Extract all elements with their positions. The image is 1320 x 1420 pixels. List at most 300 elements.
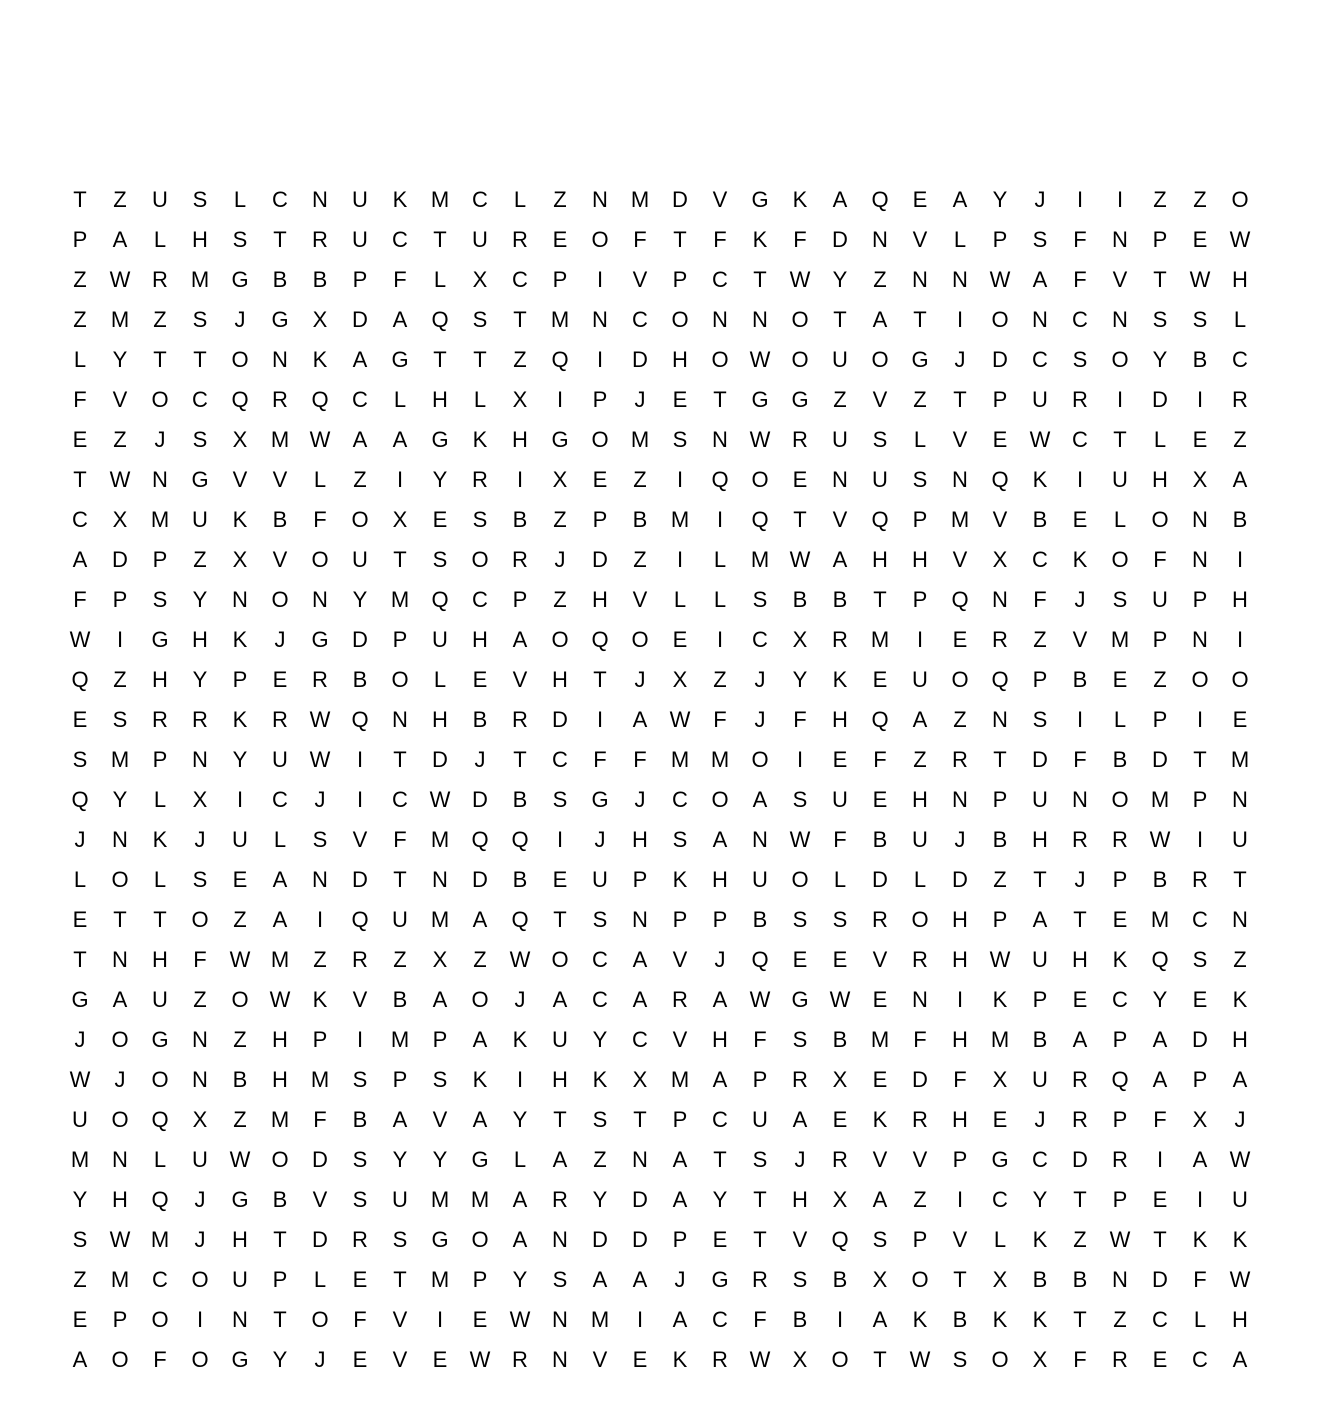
letter-cell[interactable]: W	[229, 1147, 251, 1172]
letter-cell[interactable]: A	[552, 1147, 568, 1172]
letter-cell[interactable]: S	[1032, 707, 1048, 732]
letter-cell[interactable]: S	[312, 827, 328, 852]
letter-cell[interactable]: H	[872, 547, 888, 572]
letter-cell[interactable]: B	[792, 1307, 808, 1332]
letter-cell[interactable]: L	[73, 867, 87, 892]
letter-cell[interactable]: B	[952, 1307, 968, 1332]
letter-cell[interactable]: I	[116, 627, 124, 652]
letter-cell[interactable]: B	[1112, 747, 1128, 772]
letter-cell[interactable]: A	[352, 427, 368, 452]
letter-cell[interactable]: Y	[432, 1147, 448, 1172]
letter-cell[interactable]: Y	[512, 1107, 528, 1132]
letter-cell[interactable]: L	[273, 827, 287, 852]
letter-cell[interactable]: T	[433, 227, 447, 252]
letter-cell[interactable]: I	[676, 547, 684, 572]
letter-cell[interactable]: E	[872, 787, 888, 812]
letter-cell[interactable]: O	[1231, 667, 1249, 692]
letter-cell[interactable]: E	[272, 667, 288, 692]
letter-cell[interactable]: Z	[1153, 667, 1167, 692]
letter-cell[interactable]: N	[1112, 1267, 1128, 1292]
letter-cell[interactable]: X	[632, 1067, 648, 1092]
letter-cell[interactable]: S	[472, 307, 488, 332]
letter-cell[interactable]: J	[114, 1067, 126, 1092]
letter-cell[interactable]: E	[552, 867, 568, 892]
letter-cell[interactable]: L	[73, 347, 87, 372]
letter-cell[interactable]: K	[1032, 1307, 1048, 1332]
letter-cell[interactable]: D	[472, 867, 488, 892]
letter-cell[interactable]: Y	[1032, 1187, 1048, 1212]
letter-cell[interactable]: K	[312, 347, 328, 372]
letter-cell[interactable]: O	[1151, 507, 1169, 532]
letter-cell[interactable]: A	[872, 1307, 888, 1332]
letter-cell[interactable]: C	[712, 267, 728, 292]
letter-cell[interactable]: S	[1152, 307, 1168, 332]
letter-cell[interactable]: V	[432, 1107, 448, 1132]
letter-cell[interactable]: A	[72, 547, 88, 572]
letter-cell[interactable]: T	[953, 387, 967, 412]
letter-cell[interactable]: G	[151, 1027, 169, 1052]
letter-cell[interactable]: X	[392, 507, 408, 532]
letter-cell[interactable]: H	[832, 707, 848, 732]
letter-cell[interactable]: E	[672, 627, 688, 652]
letter-cell[interactable]: U	[392, 1187, 408, 1212]
letter-cell[interactable]: B	[1032, 1027, 1048, 1052]
letter-cell[interactable]: S	[792, 1027, 808, 1052]
letter-cell[interactable]: T	[553, 907, 567, 932]
letter-cell[interactable]: P	[432, 1027, 448, 1052]
letter-cell[interactable]: J	[1074, 587, 1086, 612]
letter-cell[interactable]: D	[912, 1067, 928, 1092]
letter-cell[interactable]: A	[472, 1027, 488, 1052]
letter-cell[interactable]: N	[232, 587, 248, 612]
letter-cell[interactable]: T	[273, 1227, 287, 1252]
letter-cell[interactable]: W	[989, 947, 1011, 972]
letter-cell[interactable]: W	[1149, 827, 1171, 852]
letter-cell[interactable]: C	[592, 947, 608, 972]
letter-cell[interactable]: K	[792, 187, 808, 212]
letter-cell[interactable]: T	[633, 1107, 647, 1132]
letter-cell[interactable]: I	[436, 1307, 444, 1332]
letter-cell[interactable]: B	[992, 827, 1008, 852]
letter-cell[interactable]: U	[1232, 827, 1248, 852]
letter-cell[interactable]: I	[1236, 547, 1244, 572]
letter-cell[interactable]: E	[72, 907, 88, 932]
letter-cell[interactable]: C	[392, 227, 408, 252]
letter-cell[interactable]: Q	[991, 667, 1009, 692]
letter-cell[interactable]: C	[1112, 987, 1128, 1012]
letter-cell[interactable]: C	[632, 1027, 648, 1052]
letter-cell[interactable]: M	[710, 747, 730, 772]
letter-cell[interactable]: Z	[913, 747, 927, 772]
letter-cell[interactable]: F	[753, 1307, 767, 1332]
letter-cell[interactable]: D	[312, 1227, 328, 1252]
letter-cell[interactable]: V	[352, 827, 368, 852]
letter-cell[interactable]: U	[272, 747, 288, 772]
letter-cell[interactable]: O	[831, 1347, 849, 1372]
letter-cell[interactable]: M	[310, 1067, 330, 1092]
letter-cell[interactable]: S	[752, 587, 768, 612]
letter-cell[interactable]: U	[1032, 787, 1048, 812]
letter-cell[interactable]: N	[1072, 787, 1088, 812]
letter-cell[interactable]: O	[1111, 347, 1129, 372]
letter-cell[interactable]: Z	[1153, 187, 1167, 212]
letter-cell[interactable]: C	[72, 507, 88, 532]
letter-cell[interactable]: E	[1192, 227, 1208, 252]
letter-cell[interactable]: C	[472, 587, 488, 612]
letter-cell[interactable]: B	[272, 507, 288, 532]
letter-cell[interactable]: M	[430, 187, 450, 212]
letter-cell[interactable]: V	[952, 427, 968, 452]
letter-cell[interactable]: T	[513, 307, 527, 332]
letter-cell[interactable]: N	[432, 867, 448, 892]
letter-cell[interactable]: P	[992, 787, 1008, 812]
letter-cell[interactable]: D	[832, 227, 848, 252]
letter-cell[interactable]: B	[792, 587, 808, 612]
letter-cell[interactable]: W	[1229, 227, 1251, 252]
letter-cell[interactable]: V	[672, 947, 688, 972]
letter-cell[interactable]: I	[516, 467, 524, 492]
letter-cell[interactable]: W	[269, 987, 291, 1012]
letter-cell[interactable]: O	[631, 627, 649, 652]
letter-cell[interactable]: R	[552, 1187, 568, 1212]
letter-cell[interactable]: G	[471, 1147, 489, 1172]
letter-cell[interactable]: P	[1032, 667, 1048, 692]
letter-cell[interactable]: L	[1113, 707, 1127, 732]
letter-cell[interactable]: M	[150, 507, 170, 532]
letter-cell[interactable]: F	[753, 1027, 767, 1052]
letter-cell[interactable]: W	[109, 467, 131, 492]
letter-cell[interactable]: N	[192, 747, 208, 772]
letter-cell[interactable]: P	[992, 227, 1008, 252]
letter-cell[interactable]: W	[789, 267, 811, 292]
letter-cell[interactable]: I	[956, 987, 964, 1012]
letter-cell[interactable]: D	[632, 1187, 648, 1212]
letter-cell[interactable]: X	[672, 667, 688, 692]
letter-cell[interactable]: Z	[73, 1267, 87, 1292]
letter-cell[interactable]: A	[632, 987, 648, 1012]
letter-cell[interactable]: Z	[193, 987, 207, 1012]
letter-cell[interactable]: K	[312, 987, 328, 1012]
letter-cell[interactable]: D	[632, 347, 648, 372]
letter-cell[interactable]: T	[753, 1187, 767, 1212]
letter-cell[interactable]: S	[872, 1227, 888, 1252]
letter-cell[interactable]: I	[636, 1307, 644, 1332]
letter-cell[interactable]: B	[832, 587, 848, 612]
letter-cell[interactable]: D	[992, 347, 1008, 372]
letter-cell[interactable]: T	[393, 1267, 407, 1292]
letter-cell[interactable]: C	[152, 1267, 168, 1292]
letter-cell[interactable]: P	[1112, 867, 1128, 892]
letter-cell[interactable]: C	[1032, 1147, 1048, 1172]
letter-cell[interactable]: E	[832, 1107, 848, 1132]
letter-cell[interactable]: P	[672, 1107, 688, 1132]
letter-cell[interactable]: D	[592, 1227, 608, 1252]
letter-cell[interactable]: R	[472, 467, 488, 492]
letter-cell[interactable]: E	[432, 1347, 448, 1372]
letter-cell[interactable]: Z	[513, 347, 527, 372]
letter-cell[interactable]: H	[152, 667, 168, 692]
letter-cell[interactable]: P	[992, 387, 1008, 412]
letter-cell[interactable]: I	[916, 627, 924, 652]
letter-cell[interactable]: E	[912, 187, 928, 212]
letter-cell[interactable]: A	[712, 827, 728, 852]
letter-cell[interactable]: A	[1192, 1147, 1208, 1172]
letter-cell[interactable]: X	[192, 1107, 208, 1132]
letter-cell[interactable]: I	[796, 747, 804, 772]
letter-cell[interactable]: D	[592, 547, 608, 572]
letter-cell[interactable]: L	[1153, 427, 1167, 452]
letter-cell[interactable]: X	[192, 787, 208, 812]
letter-cell[interactable]: B	[512, 507, 528, 532]
letter-cell[interactable]: M	[270, 947, 290, 972]
letter-cell[interactable]: R	[792, 1067, 808, 1092]
letter-cell[interactable]: A	[872, 1187, 888, 1212]
letter-cell[interactable]: O	[751, 467, 769, 492]
letter-cell[interactable]: S	[592, 1107, 608, 1132]
letter-cell[interactable]: N	[752, 307, 768, 332]
letter-cell[interactable]: H	[1232, 1027, 1248, 1052]
letter-cell[interactable]: F	[873, 747, 887, 772]
letter-cell[interactable]: N	[1232, 787, 1248, 812]
letter-cell[interactable]: P	[72, 227, 88, 252]
letter-cell[interactable]: J	[594, 827, 606, 852]
letter-cell[interactable]: P	[1192, 787, 1208, 812]
letter-cell[interactable]: R	[752, 1267, 768, 1292]
letter-cell[interactable]: Z	[313, 947, 327, 972]
letter-cell[interactable]: O	[591, 227, 609, 252]
letter-cell[interactable]: D	[1152, 387, 1168, 412]
letter-cell[interactable]: X	[992, 1067, 1008, 1092]
letter-cell[interactable]: Q	[751, 947, 769, 972]
letter-cell[interactable]: B	[1072, 667, 1088, 692]
letter-cell[interactable]: E	[1192, 427, 1208, 452]
letter-cell[interactable]: W	[509, 1307, 531, 1332]
letter-cell[interactable]: G	[151, 627, 169, 652]
letter-cell[interactable]: A	[472, 907, 488, 932]
letter-cell[interactable]: S	[792, 1267, 808, 1292]
letter-cell[interactable]: N	[712, 427, 728, 452]
letter-cell[interactable]: L	[833, 867, 847, 892]
letter-cell[interactable]: W	[229, 947, 251, 972]
letter-cell[interactable]: V	[992, 507, 1008, 532]
letter-cell[interactable]: S	[112, 707, 128, 732]
letter-cell[interactable]: O	[1231, 187, 1249, 212]
letter-cell[interactable]: S	[232, 227, 248, 252]
letter-cell[interactable]: B	[1232, 507, 1248, 532]
letter-cell[interactable]: W	[1229, 1147, 1251, 1172]
letter-cell[interactable]: X	[232, 547, 248, 572]
letter-cell[interactable]: E	[832, 947, 848, 972]
letter-cell[interactable]: V	[112, 387, 128, 412]
letter-cell[interactable]: A	[1072, 1027, 1088, 1052]
letter-cell[interactable]: N	[712, 307, 728, 332]
letter-cell[interactable]: N	[1112, 307, 1128, 332]
letter-cell[interactable]: L	[153, 227, 167, 252]
letter-cell[interactable]: Z	[473, 947, 487, 972]
letter-cell[interactable]: E	[72, 1307, 88, 1332]
letter-cell[interactable]: T	[1233, 867, 1247, 892]
letter-cell[interactable]: H	[432, 387, 448, 412]
letter-cell[interactable]: F	[393, 267, 407, 292]
letter-cell[interactable]: T	[473, 347, 487, 372]
letter-cell[interactable]: I	[676, 467, 684, 492]
letter-cell[interactable]: V	[392, 1307, 408, 1332]
letter-cell[interactable]: C	[272, 787, 288, 812]
letter-cell[interactable]: A	[952, 187, 968, 212]
letter-cell[interactable]: F	[153, 1347, 167, 1372]
letter-cell[interactable]: V	[952, 1227, 968, 1252]
letter-cell[interactable]: Q	[1151, 947, 1169, 972]
letter-cell[interactable]: X	[1032, 1347, 1048, 1372]
letter-cell[interactable]: F	[73, 587, 87, 612]
letter-cell[interactable]: A	[712, 987, 728, 1012]
letter-cell[interactable]: P	[632, 867, 648, 892]
letter-cell[interactable]: X	[512, 387, 528, 412]
letter-cell[interactable]: V	[632, 587, 648, 612]
letter-cell[interactable]: I	[356, 1027, 364, 1052]
letter-cell[interactable]: D	[1032, 747, 1048, 772]
letter-cell[interactable]: H	[512, 427, 528, 452]
letter-cell[interactable]: W	[309, 747, 331, 772]
letter-cell[interactable]: A	[512, 627, 528, 652]
letter-cell[interactable]: A	[272, 907, 288, 932]
letter-cell[interactable]: E	[672, 387, 688, 412]
letter-cell[interactable]: J	[1234, 1107, 1246, 1132]
letter-cell[interactable]: T	[193, 347, 207, 372]
letter-cell[interactable]: Z	[233, 1027, 247, 1052]
letter-cell[interactable]: O	[871, 347, 889, 372]
letter-cell[interactable]: D	[352, 307, 368, 332]
letter-cell[interactable]: A	[392, 427, 408, 452]
letter-cell[interactable]: K	[672, 1347, 688, 1372]
letter-cell[interactable]: O	[471, 1227, 489, 1252]
letter-cell[interactable]: H	[1232, 267, 1248, 292]
letter-cell[interactable]: A	[352, 347, 368, 372]
letter-cell[interactable]: I	[196, 1307, 204, 1332]
letter-cell[interactable]: H	[952, 1107, 968, 1132]
letter-cell[interactable]: T	[913, 307, 927, 332]
letter-cell[interactable]: S	[552, 787, 568, 812]
letter-cell[interactable]: U	[72, 1107, 88, 1132]
letter-cell[interactable]: Q	[1111, 1067, 1129, 1092]
letter-cell[interactable]: Q	[71, 667, 89, 692]
letter-cell[interactable]: G	[751, 387, 769, 412]
letter-cell[interactable]: T	[113, 907, 127, 932]
letter-cell[interactable]: M	[110, 307, 130, 332]
letter-cell[interactable]: H	[632, 827, 648, 852]
letter-cell[interactable]: F	[1073, 267, 1087, 292]
letter-cell[interactable]: P	[272, 1267, 288, 1292]
letter-cell[interactable]: I	[516, 1067, 524, 1092]
letter-cell[interactable]: P	[952, 1147, 968, 1172]
letter-cell[interactable]: U	[432, 627, 448, 652]
letter-cell[interactable]: N	[552, 1307, 568, 1332]
letter-cell[interactable]: J	[194, 827, 206, 852]
letter-cell[interactable]: U	[1032, 947, 1048, 972]
letter-cell[interactable]: Q	[351, 707, 369, 732]
letter-cell[interactable]: M	[430, 827, 450, 852]
letter-cell[interactable]: F	[793, 707, 807, 732]
letter-cell[interactable]: M	[670, 747, 690, 772]
letter-cell[interactable]: W	[69, 1067, 91, 1092]
letter-cell[interactable]: X	[832, 1067, 848, 1092]
letter-cell[interactable]: Z	[353, 467, 367, 492]
letter-cell[interactable]: H	[552, 667, 568, 692]
letter-cell[interactable]: A	[1032, 907, 1048, 932]
letter-cell[interactable]: V	[712, 187, 728, 212]
letter-cell[interactable]: Q	[231, 387, 249, 412]
letter-cell[interactable]: P	[512, 587, 528, 612]
letter-cell[interactable]: R	[712, 1347, 728, 1372]
letter-cell[interactable]: H	[592, 587, 608, 612]
letter-cell[interactable]: E	[472, 667, 488, 692]
letter-cell[interactable]: R	[832, 1147, 848, 1172]
letter-cell[interactable]: C	[1032, 347, 1048, 372]
letter-cell[interactable]: E	[792, 947, 808, 972]
letter-cell[interactable]: O	[231, 987, 249, 1012]
letter-cell[interactable]: H	[1232, 1307, 1248, 1332]
letter-cell[interactable]: R	[312, 667, 328, 692]
letter-cell[interactable]: D	[112, 547, 128, 572]
letter-cell[interactable]: N	[872, 227, 888, 252]
letter-cell[interactable]: V	[792, 1227, 808, 1252]
letter-cell[interactable]: C	[392, 787, 408, 812]
letter-cell[interactable]: W	[309, 427, 331, 452]
letter-cell[interactable]: U	[232, 827, 248, 852]
letter-cell[interactable]: S	[392, 1227, 408, 1252]
letter-cell[interactable]: E	[72, 427, 88, 452]
letter-cell[interactable]: K	[1192, 1227, 1208, 1252]
letter-cell[interactable]: O	[991, 1347, 1009, 1372]
letter-cell[interactable]: S	[352, 1147, 368, 1172]
letter-cell[interactable]: H	[912, 787, 928, 812]
letter-cell[interactable]: A	[112, 227, 128, 252]
letter-cell[interactable]: M	[430, 1267, 450, 1292]
letter-cell[interactable]: T	[873, 1347, 887, 1372]
letter-cell[interactable]: I	[556, 387, 564, 412]
letter-cell[interactable]: I	[716, 627, 724, 652]
letter-cell[interactable]: O	[751, 747, 769, 772]
letter-cell[interactable]: G	[911, 347, 929, 372]
letter-cell[interactable]: N	[912, 267, 928, 292]
letter-cell[interactable]: C	[672, 787, 688, 812]
letter-cell[interactable]: Y	[272, 1347, 288, 1372]
letter-cell[interactable]: D	[1152, 1267, 1168, 1292]
letter-cell[interactable]: Z	[1113, 1307, 1127, 1332]
letter-cell[interactable]: S	[472, 507, 488, 532]
letter-cell[interactable]: O	[791, 307, 809, 332]
letter-cell[interactable]: W	[109, 1227, 131, 1252]
letter-cell[interactable]: K	[672, 867, 688, 892]
letter-cell[interactable]: U	[472, 227, 488, 252]
letter-cell[interactable]: M	[1150, 907, 1170, 932]
letter-cell[interactable]: L	[153, 1147, 167, 1172]
letter-cell[interactable]: F	[1073, 747, 1087, 772]
letter-cell[interactable]: F	[73, 387, 87, 412]
letter-cell[interactable]: Y	[112, 347, 128, 372]
letter-cell[interactable]: S	[832, 907, 848, 932]
letter-cell[interactable]: V	[872, 1147, 888, 1172]
letter-cell[interactable]: Q	[951, 587, 969, 612]
letter-cell[interactable]: C	[352, 387, 368, 412]
letter-cell[interactable]: D	[352, 627, 368, 652]
letter-cell[interactable]: E	[952, 627, 968, 652]
letter-cell[interactable]: W	[1229, 1267, 1251, 1292]
letter-cell[interactable]: Q	[151, 1107, 169, 1132]
letter-cell[interactable]: R	[832, 627, 848, 652]
letter-cell[interactable]: O	[151, 1307, 169, 1332]
letter-cell[interactable]: V	[872, 387, 888, 412]
